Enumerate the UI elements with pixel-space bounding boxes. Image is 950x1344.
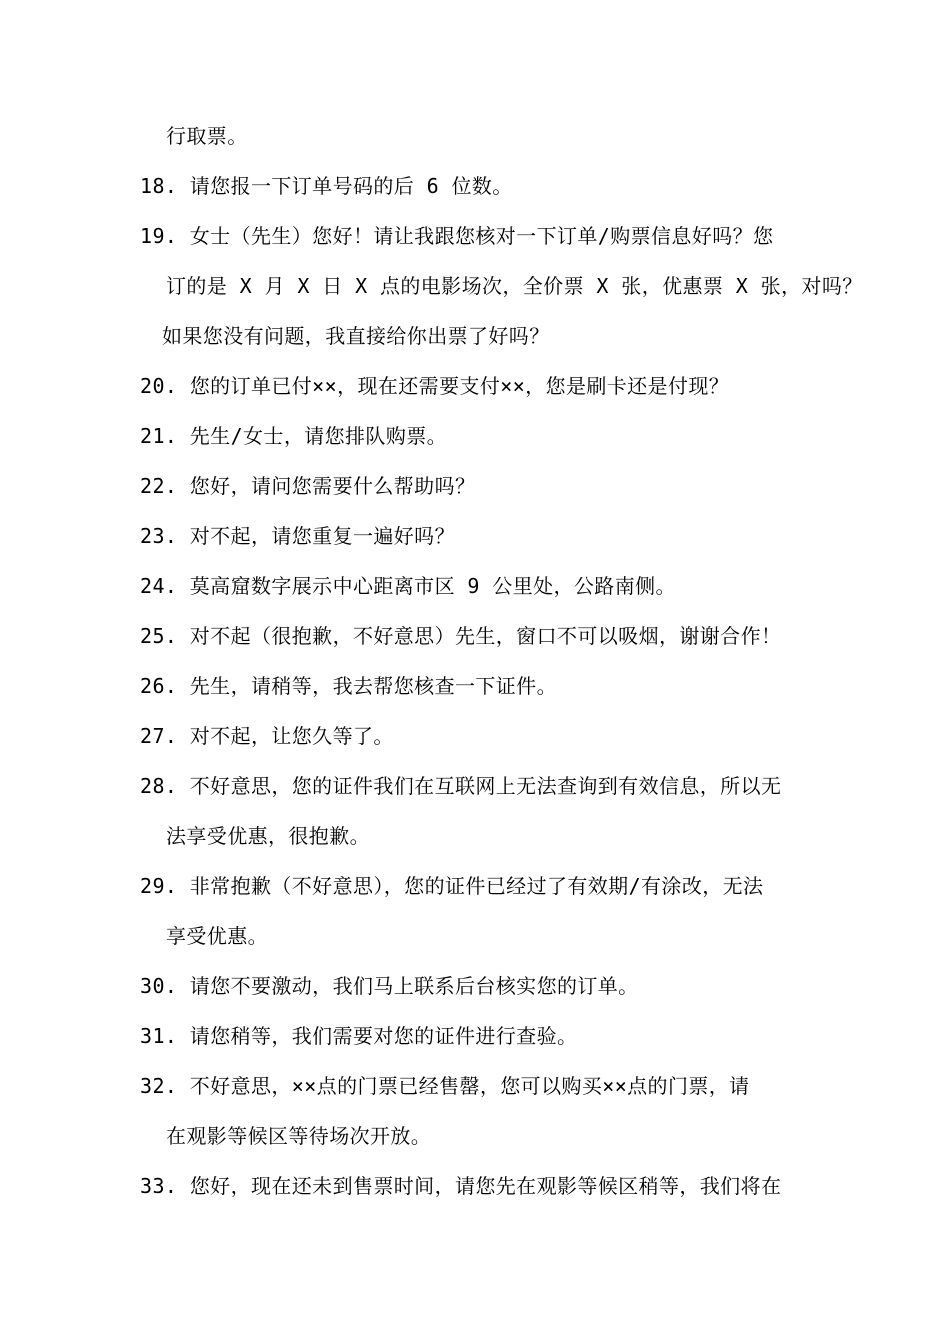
item-text: 不好意思，您的证件我们在互联网上无法查询到有效信息，所以无 — [189, 774, 782, 798]
item-text: 您好，现在还未到售票时间，请您先在观影等候区稍等，我们将在 — [189, 1174, 782, 1198]
item-text: 请您稍等，我们需要对您的证件进行查验。 — [189, 1024, 578, 1048]
item-text: 您好，请问您需要什么帮助吗？ — [189, 474, 476, 498]
continuation-line — [166, 121, 248, 151]
continuation-line — [166, 1121, 431, 1151]
continuation-line — [166, 821, 370, 851]
item-number: 26. — [140, 674, 178, 698]
list-item-28 — [140, 771, 781, 801]
item-number: 29. — [140, 874, 178, 898]
list-item-18 — [140, 171, 513, 201]
continuation-line — [166, 271, 863, 301]
item-number: 33. — [140, 1174, 178, 1198]
continuation-line — [162, 321, 550, 351]
continuation-line — [166, 921, 268, 951]
item-text: 您的订单已付××，现在还需要支付××，您是刷卡还是付现？ — [189, 374, 730, 398]
list-item-30 — [140, 971, 639, 1001]
item-text: 非常抱歉（不好意思），您的证件已经过了有效期/有涂改，无法 — [189, 874, 764, 898]
item-number: 23. — [140, 524, 178, 548]
line-text: 行取票。 — [166, 124, 248, 148]
list-item-24 — [140, 571, 676, 601]
list-item-20 — [140, 371, 729, 401]
list-item-27 — [140, 721, 394, 751]
list-item-26 — [140, 671, 557, 701]
item-text: 对不起（很抱歉，不好意思）先生，窗口不可以吸烟，谢谢合作！ — [189, 624, 782, 648]
item-text: 请您不要激动，我们马上联系后台核实您的订单。 — [189, 974, 639, 998]
list-item-31 — [140, 1021, 577, 1051]
line-text: 如果您没有问题，我直接给你出票了好吗？ — [162, 324, 550, 348]
item-text: 对不起，请您重复一遍好吗？ — [189, 524, 455, 548]
item-number: 22. — [140, 474, 178, 498]
item-number: 25. — [140, 624, 178, 648]
list-item-23 — [140, 521, 455, 551]
list-item-33 — [140, 1171, 781, 1201]
item-text: 女士（先生）您好！请让我跟您核对一下订单/购票信息好吗？您 — [189, 224, 774, 248]
item-number: 24. — [140, 574, 178, 598]
item-text: 莫高窟数字展示中心距离市区 9 公里处，公路南侧。 — [189, 574, 676, 598]
item-number: 30. — [140, 974, 178, 998]
item-number: 21. — [140, 424, 178, 448]
list-item-19 — [140, 221, 773, 251]
line-text: 在观影等候区等待场次开放。 — [166, 1124, 432, 1148]
list-item-21 — [140, 421, 447, 451]
line-text: 订的是 X 月 X 日 X 点的电影场次，全价票 X 张，优惠票 X 张，对吗？ — [166, 274, 863, 298]
list-item-25 — [140, 621, 781, 651]
list-item-32 — [140, 1071, 750, 1101]
item-number: 31. — [140, 1024, 178, 1048]
item-number: 27. — [140, 724, 178, 748]
line-text: 法享受优惠，很抱歉。 — [166, 824, 370, 848]
item-number: 32. — [140, 1074, 178, 1098]
item-text: 对不起，让您久等了。 — [189, 724, 394, 748]
item-text: 不好意思，××点的门票已经售罄，您可以购买××点的门票，请 — [189, 1074, 750, 1098]
item-number: 18. — [140, 174, 178, 198]
list-item-22 — [140, 471, 475, 501]
item-number: 19. — [140, 224, 178, 248]
item-number: 20. — [140, 374, 178, 398]
list-item-29 — [140, 871, 763, 901]
item-text: 先生，请稍等，我去帮您核查一下证件。 — [189, 674, 557, 698]
item-text: 请您报一下订单号码的后 6 位数。 — [189, 174, 513, 198]
item-number: 28. — [140, 774, 178, 798]
line-text: 享受优惠。 — [166, 924, 268, 948]
item-text: 先生/女士，请您排队购票。 — [189, 424, 448, 448]
